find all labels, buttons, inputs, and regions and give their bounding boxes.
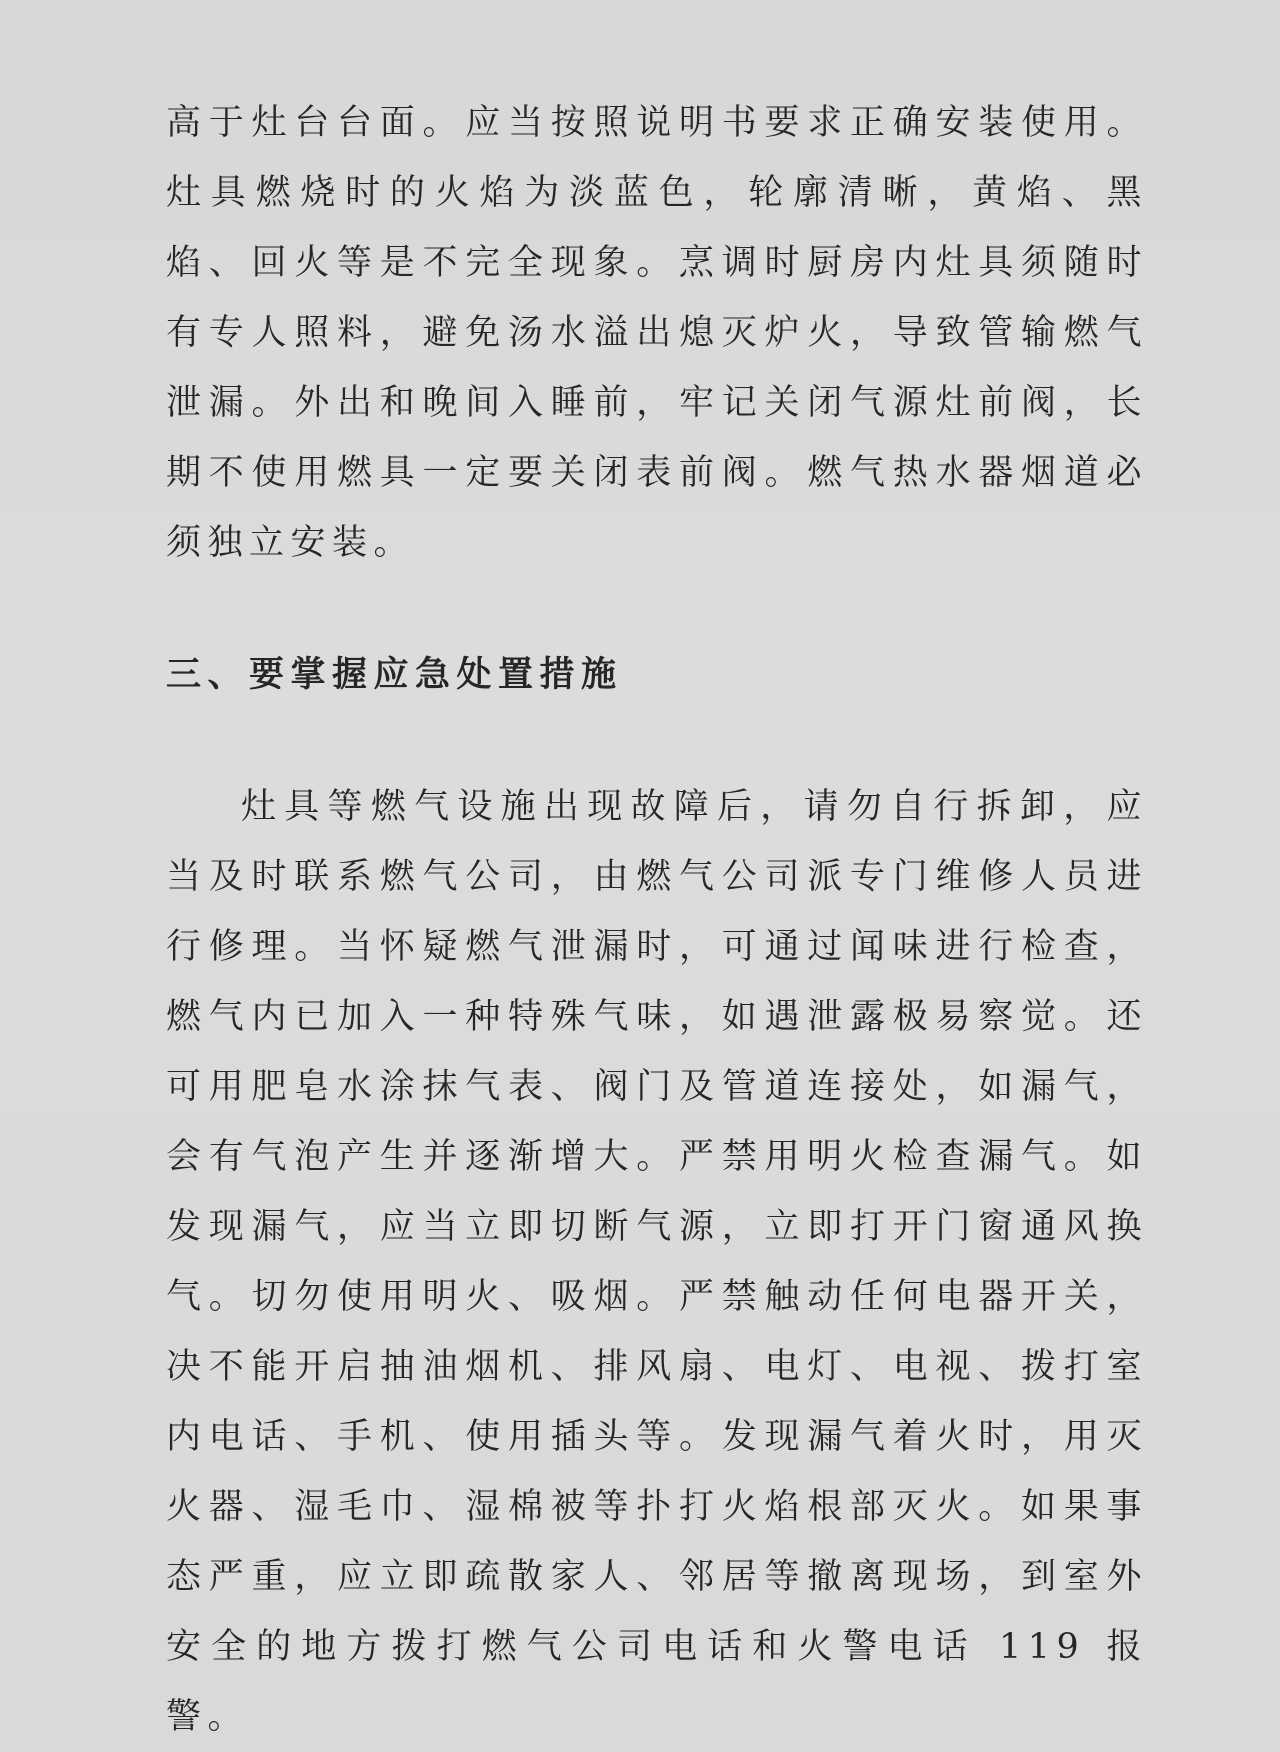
section-heading-emergency: 三、要掌握应急处置措施	[166, 654, 623, 695]
spacer	[166, 578, 1148, 640]
paragraph-emergency-measures: 灶具等燃气设施出现故障后，请勿自行拆卸，应当及时联系燃气公司，由燃气公司派专门维修人员进行修理。当怀疑燃气泄漏时，可通过闻味进行检查，燃气内已加入一种特殊气味，如遇泄露极易察觉。还可用肥皂水涂抹气表、阀门及管道连接处，如漏气，会有气泡产生并逐渐增大。严禁用明火检查漏气。如发现漏气，应当立即切断气源，立即打开门窗通风换气。切勿使用明火、吸烟。严禁触动任何电器开关，决不能开启抽油烟机、排风扇、电灯、电视、拨打室内电话、手机、使用插头等。发现漏气着火时，用灭火器、湿毛巾、湿棉被等扑打火焰根部灭火。如果事态严重，应立即疏散家人、邻居等撤离现场，到室外安全的地方拨打燃气公司电话和火警电话 119 报警。	[166, 787, 1148, 1737]
paragraph-stove-safety: 高于灶台台面。应当按照说明书要求正确安装使用。灶具燃烧时的火焰为淡蓝色，轮廓清晰，黄焰、黑焰、回火等是不完全现象。烹调时厨房内灶具须随时有专人照料，避免汤水溢出熄灭炉火，导致管输燃气泄漏。外出和晚间入睡前，牢记关闭气源灶前阀，长期不使用燃具一定要关闭表前阀。燃气热水器烟道必须独立安装。	[166, 103, 1148, 563]
spacer	[166, 710, 1148, 772]
